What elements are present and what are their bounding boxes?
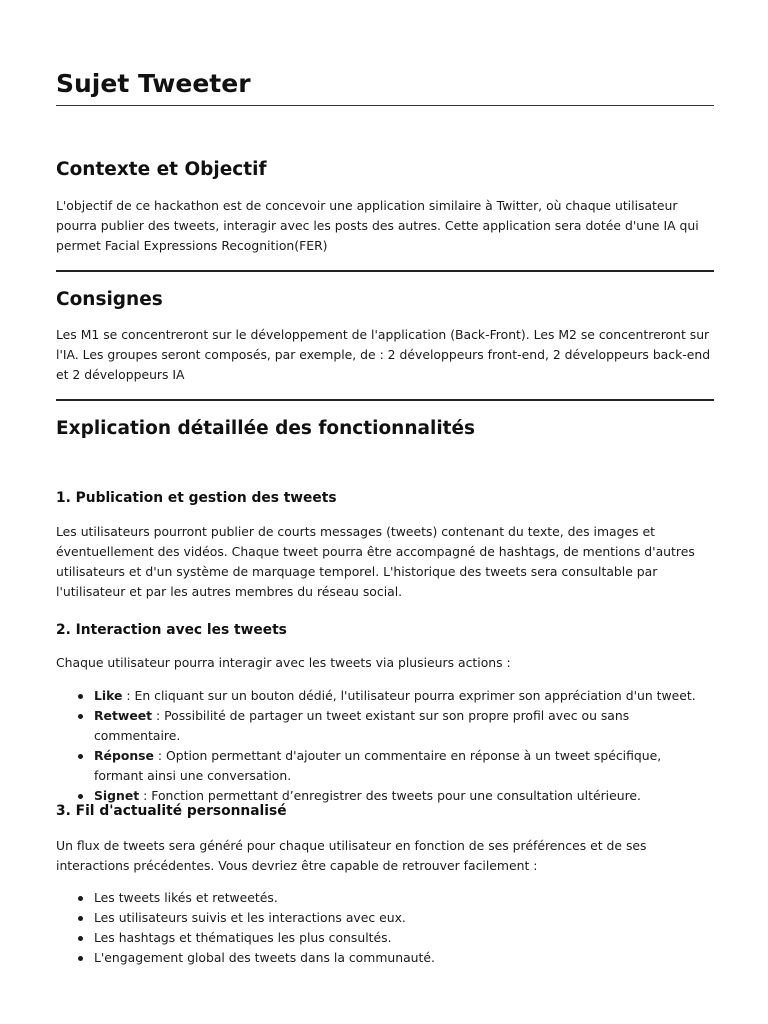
list-item-desc: : Option permettant d'ajouter un commentaire en réponse à un tweet spécifique, formant ainsi une conversation. <box>94 748 662 783</box>
paragraph-fil-intro: Un flux de tweets sera généré pour chaque utilisateur en fonction de ses préférences et de ses interactions précédentes. Vous devriez être capable de retrouver facilement : <box>56 838 647 873</box>
paragraph-publication: Les utilisateurs pourront publier de courts messages (tweets) contenant du texte, des images et éventuellement des vidéos. Chaque tweet pourra être accompagné de hashtags, de mentions d'autres utilisateurs et d'un système de marquage temporel. L'historique des tweets sera consultable par l'utilisateur et par les autres membres du réseau social. <box>56 524 695 599</box>
list-item-desc: : Possibilité de partager un tweet existant sur son propre profil avec ou sans commentaire. <box>94 708 630 743</box>
list-item <box>56 706 714 746</box>
paragraph-consignes: Les M1 se concentreront sur le développement de l'application (Back-Front). Les M2 se concentreront sur l'IA. Les groupes seront composés, par exemple, de : 2 développeurs front-end, 2 développeurs back-end et 2 développeurs IA <box>56 327 711 382</box>
fil-items-list <box>56 888 714 968</box>
title-divider <box>56 105 714 106</box>
list-item-desc: : En cliquant sur un bouton dédié, l'utilisateur pourra exprimer son appréciation d'un tweet. <box>122 688 696 703</box>
list-item-term: Signet <box>94 788 140 803</box>
list-item: L'engagement global des tweets dans la communauté. <box>56 948 714 968</box>
list-item: Les utilisateurs suivis et les interactions avec eux. <box>56 908 714 928</box>
paragraph-interaction-intro: Chaque utilisateur pourra interagir avec les tweets via plusieurs actions : <box>56 655 511 670</box>
list-item-term: Retweet <box>94 708 153 723</box>
list-item: Les tweets likés et retweetés. <box>56 888 714 908</box>
heading-consignes: Consignes <box>56 289 163 310</box>
document-title: Sujet Tweeter <box>56 69 251 98</box>
list-item-term: Like <box>94 688 123 703</box>
heading-contexte: Contexte et Objectif <box>56 159 267 180</box>
list-item-desc: : Fonction permettant d’enregistrer des tweets pour une consultation ultérieure. <box>139 788 641 803</box>
list-item-term: Réponse <box>94 748 154 763</box>
heading-interaction: 2. Interaction avec les tweets <box>56 622 287 638</box>
heading-fil: 3. Fil d'actualité personnalisé <box>56 803 287 819</box>
heading-explication: Explication détaillée des fonctionnalités <box>56 418 476 439</box>
section-divider-1 <box>56 270 714 272</box>
paragraph-contexte: L'objectif de ce hackathon est de concevoir une application similaire à Twitter, où chaque utilisateur pourra publier des tweets, interagir avec les posts des autres. Cette application sera dotée d'une IA qui permet Facial Expressions Recognition(FER) <box>56 198 699 253</box>
list-item <box>56 746 714 786</box>
interaction-actions-list <box>56 686 714 806</box>
list-item: Les hashtags et thématiques les plus consultés. <box>56 928 714 948</box>
list-item <box>56 686 714 706</box>
section-divider-2 <box>56 399 714 401</box>
heading-publication: 1. Publication et gestion des tweets <box>56 490 337 506</box>
